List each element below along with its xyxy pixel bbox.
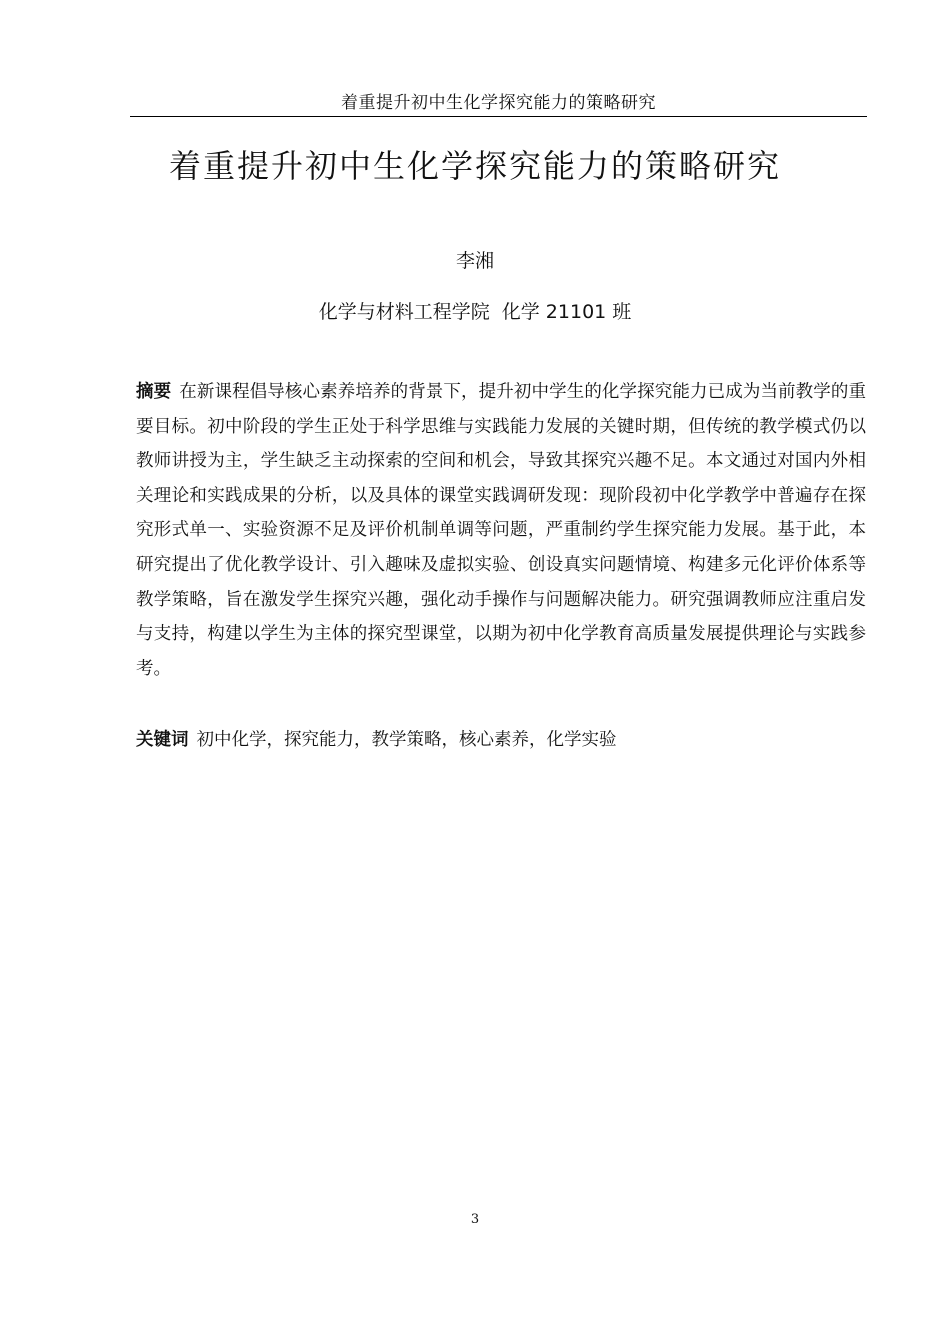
- abstract-label: 摘要: [136, 382, 172, 402]
- author-affiliation: [0, 297, 950, 327]
- abstract-text: 在新课程倡导核心素养培养的背景下，提升初中学生的化学探究能力已成为当前教学的重要目标。初中阶段的学生正处于科学思维与实践能力发展的关键时期，但传统的教学模式仍以教师讲授为主，学生缺乏主动探索的空间和机会，导致其探究兴趣不足。本文通过对国内外相关理论和实践成果的分析，以及具体的课堂实践调研发现：现阶段初中化学教学中普遍存在探究形式单一、实验资源不足及评价机制单调等问题，严重制约学生探究能力发展。基于此，本研究提出了优化教学设计、引入趣味及虚拟实验、创设真实问题情境、构建多元化评价体系等教学策略，旨在激发学生探究兴趣，强化动手操作与问题解决能力。研究强调教师应注重启发与支持，构建以学生为主体的探究型课堂，以期为初中化学教育高质量发展提供理论与实践参考。: [136, 382, 867, 679]
- author-name: 李湘: [455, 250, 494, 272]
- page-number: 3: [470, 1212, 480, 1227]
- running-header: [130, 90, 867, 117]
- keywords-label: 关键词: [136, 730, 189, 750]
- keywords-text: 初中化学，探究能力，教学策略，核心素养，化学实验: [196, 730, 617, 750]
- abstract: [136, 375, 866, 686]
- keywords: [136, 723, 866, 758]
- paper-title: 着重提升初中生化学探究能力的策略研究: [168, 147, 781, 185]
- affiliation-text: 化学与材料工程学院 化学 21101 班: [318, 301, 632, 323]
- running-header-title: 着重提升初中生化学探究能力的策略研究: [341, 93, 656, 113]
